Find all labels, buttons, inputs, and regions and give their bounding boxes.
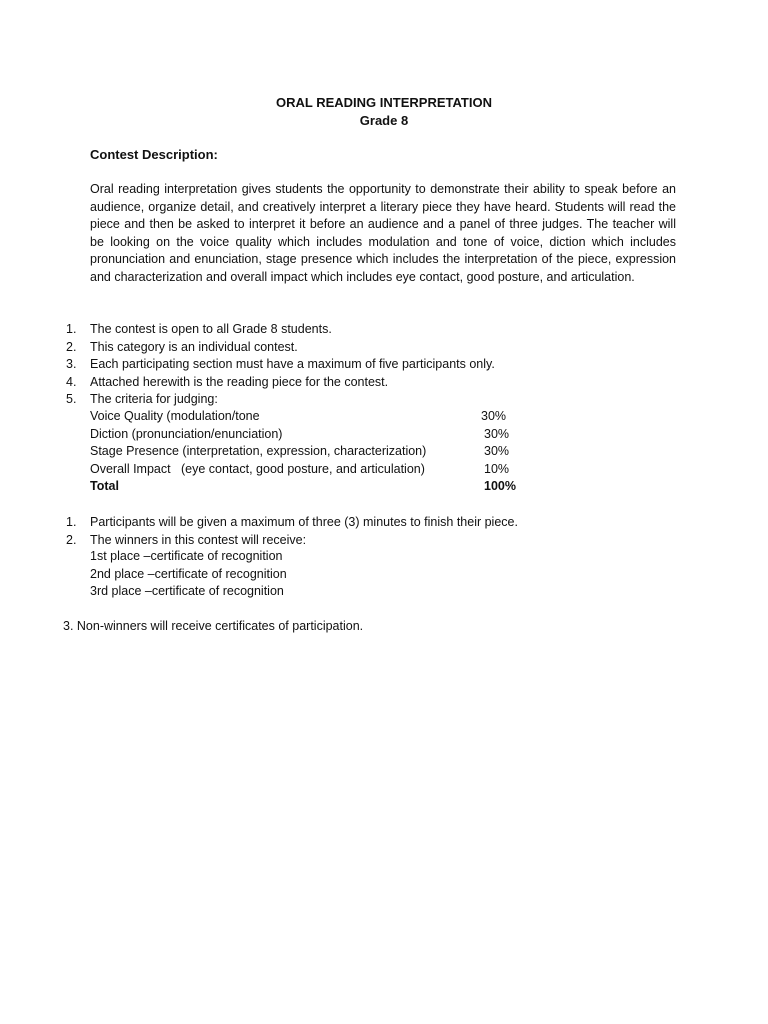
list-number: 2. xyxy=(66,532,77,547)
criteria-name: Stage Presence (interpretation, expression, characterization) xyxy=(90,444,427,459)
criteria-row xyxy=(0,426,768,444)
list-item xyxy=(0,514,768,532)
list-text: This category is an individual contest. xyxy=(90,339,298,354)
list-number: 5. xyxy=(66,392,77,407)
list-text: The winners in this contest will receive: xyxy=(90,532,307,547)
section-heading: Contest Description: xyxy=(90,147,218,162)
criteria-value: 10% xyxy=(484,461,510,476)
list-item xyxy=(0,391,768,409)
criteria-name: Diction (pronunciation/enunciation) xyxy=(90,426,283,441)
list-item xyxy=(0,356,768,374)
awards-list xyxy=(0,514,768,549)
rules-list xyxy=(0,321,768,409)
list-text: The criteria for judging: xyxy=(90,392,218,407)
list-number: 2. xyxy=(66,339,77,354)
place-item: 3rd place –certificate of recognition xyxy=(90,584,284,599)
list-number: 4. xyxy=(66,374,77,389)
criteria-row xyxy=(0,443,768,461)
list-text: Attached herewith is the reading piece for the contest. xyxy=(90,374,389,389)
place-item: 1st place –certificate of recognition xyxy=(90,549,283,563)
list-item xyxy=(0,321,768,339)
criteria-name: Overall Impact (eye contact, good posture, and articulation) xyxy=(90,461,425,476)
place-item: 2nd place –certificate of recognition xyxy=(90,566,287,581)
criteria-total-value: 100% xyxy=(484,479,516,494)
criteria-table xyxy=(0,408,768,496)
criteria-value: 30% xyxy=(484,444,510,459)
criteria-row xyxy=(0,461,768,479)
criteria-total-row xyxy=(0,478,768,496)
list-text: Each participating section must have a maximum of five participants only. xyxy=(90,357,495,372)
criteria-value: 30% xyxy=(481,409,507,423)
list-item xyxy=(0,374,768,392)
list-text: The contest is open to all Grade 8 students. xyxy=(90,322,332,336)
list-item xyxy=(0,339,768,357)
criteria-value: 30% xyxy=(484,426,510,441)
places-list xyxy=(90,548,287,601)
list-item xyxy=(0,532,768,550)
list-number: 1. xyxy=(66,322,77,336)
criteria-name: Voice Quality (modulation/tone xyxy=(90,409,260,423)
document-title: ORAL READING INTERPRETATION xyxy=(276,95,492,110)
list-number: 3. xyxy=(66,357,77,372)
criteria-row xyxy=(0,408,768,426)
list-text: Participants will be given a maximum of three (3) minutes to finish their piece. xyxy=(90,515,518,529)
list-number: 1. xyxy=(66,515,77,529)
document-subtitle: Grade 8 xyxy=(359,113,409,128)
criteria-total-label: Total xyxy=(90,479,119,494)
description-paragraph: Oral reading interpretation gives students the opportunity to demonstrate their ability to speak before an audience, organize detail, and creatively interpret a literary piece they have heard. Students will read the piece and then be asked to interpret it before an audience and a panel of three judges. The teacher will be looking on the voice quality which includes modulation and tone of voice, diction which includes pronunciation and enunciation, stage presence which includes the interpretation of the piece, expression and characterization and overall impact which includes eye contact, good posture, and articulation. xyxy=(90,182,676,284)
non-winners-note: 3. Non-winners will receive certificates of participation. xyxy=(63,619,364,633)
